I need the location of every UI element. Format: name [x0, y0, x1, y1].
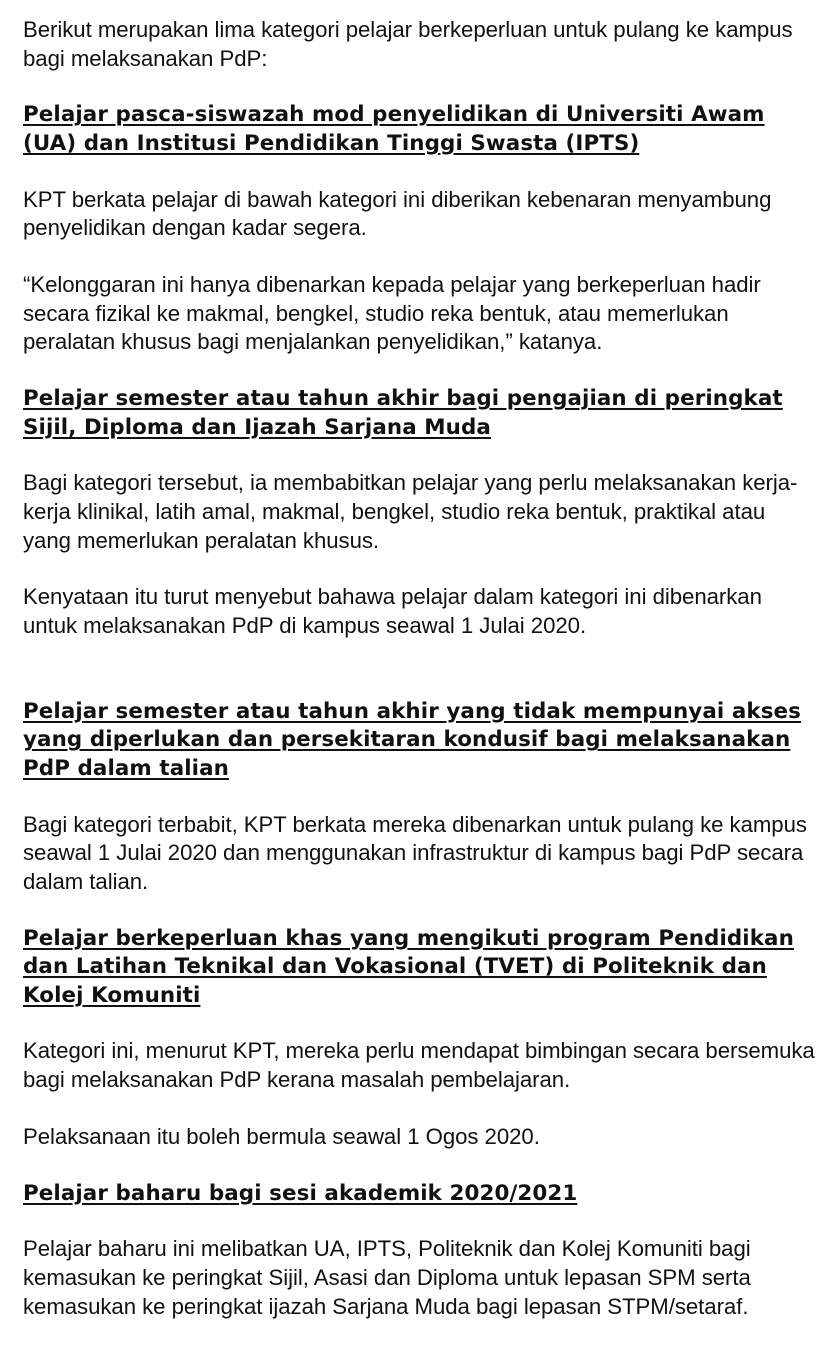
section-paragraph: Bagi kategori tersebut, ia membabitkan pelajar yang perlu melaksanakan kerja-kerja klinikal, latih amal, makmal, bengkel, studio reka bentuk, praktikal atau yang memerlukan peralatan khusus.	[23, 470, 798, 553]
spacer	[23, 1152, 818, 1180]
spacer	[23, 555, 818, 583]
section-paragraph: KPT berkata pelajar di bawah kategori ini diberikan kebenaran menyambung penyelidikan dengan kadar segera.	[23, 186, 772, 241]
spacer	[23, 357, 818, 385]
spacer	[23, 243, 818, 271]
section-heading-special-needs-tvet: Pelajar berkeperluan khas yang mengikuti program Pendidikan dan Latihan Teknikal dan Vokasional (TVET) di Politeknik dan Kolej Komuniti	[23, 925, 794, 1008]
section-paragraph: “Kelonggaran ini hanya dibenarkan kepada pelajar yang berkeperluan hadir secara fizikal ke makmal, bengkel, studio reka bentuk, atau memerlukan peralatan khusus bagi menjalankan penyelidikan,” katanya.	[23, 272, 761, 355]
section-heading-no-access: Pelajar semester atau tahun akhir yang tidak mempunyai akses yang diperlukan dan persekitaran kondusif bagi melaksanakan PdP dalam talian	[23, 698, 801, 781]
spacer	[23, 73, 818, 101]
spacer	[23, 1208, 818, 1235]
section-paragraph: Pelaksanaan itu boleh bermula seawal 1 Ogos 2020.	[23, 1123, 540, 1149]
spacer	[23, 159, 818, 186]
section-heading-new-students: Pelajar baharu bagi sesi akademik 2020/2021	[23, 1180, 578, 1206]
section-paragraph: Pelajar baharu ini melibatkan UA, IPTS, Politeknik dan Kolej Komuniti bagi kemasukan ke peringkat Sijil, Asasi dan Diploma untuk lepasan SPM serta kemasukan ke peringkat ijazah Sarjana Muda bagi lepasan STPM/setaraf.	[23, 1236, 751, 1319]
section-paragraph: Bagi kategori terbabit, KPT berkata mereka dibenarkan untuk pulang ke kampus seawal 1 Julai 2020 dan menggunakan infrastruktur di kampus bagi PdP secara dalam talian.	[23, 811, 807, 894]
section-heading-postgraduate: Pelajar pasca-siswazah mod penyelidikan di Universiti Awam (UA) dan Institusi Pendidikan Tinggi Swasta (IPTS)	[23, 102, 765, 156]
spacer	[23, 897, 818, 925]
spacer	[23, 784, 818, 811]
spacer	[23, 1010, 818, 1037]
intro-paragraph: Berikut merupakan lima kategori pelajar berkeperluan untuk pulang ke kampus bagi melaksanakan PdP:	[23, 17, 793, 71]
spacer	[23, 442, 818, 469]
spacer	[23, 1095, 818, 1123]
section-paragraph: Kategori ini, menurut KPT, mereka perlu mendapat bimbingan secara bersemuka bagi melaksanakan PdP kerana masalah pembelajaran.	[23, 1038, 815, 1093]
section-paragraph: Kenyataan itu turut menyebut bahawa pelajar dalam kategori ini dibenarkan untuk melaksanakan PdP di kampus seawal 1 Julai 2020.	[23, 584, 762, 639]
section-heading-final-year-certificate: Pelajar semester atau tahun akhir bagi pengajian di peringkat Sijil, Diploma dan Ijazah Sarjana Muda	[23, 386, 783, 440]
article-body	[23, 16, 818, 1321]
spacer	[23, 641, 818, 698]
